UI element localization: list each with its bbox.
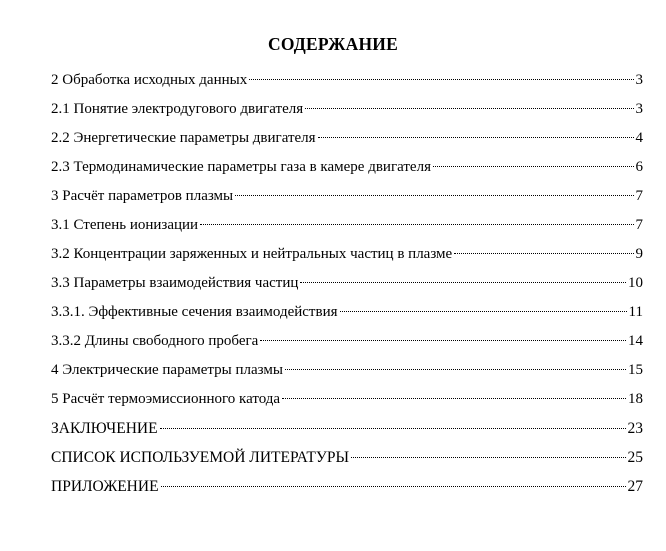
toc-entry-text: 2.3 Термодинамические параметры газа в камере двигателя: [51, 159, 431, 175]
toc-leader: [340, 311, 627, 312]
toc-leader: [235, 195, 633, 196]
toc-leader: [260, 340, 626, 341]
toc-entry-page: 27: [627, 478, 643, 495]
toc-leader: [285, 369, 626, 370]
toc-entry-text: 2 Обработка исходных данных: [51, 72, 248, 88]
toc-entry-text: ЗАКЛЮЧЕНИЕ: [51, 420, 158, 437]
toc-entry-page: 15: [628, 362, 643, 378]
toc-entry-text: 4 Электрические параметры плазмы: [51, 362, 283, 378]
toc-entry-text: 3.2 Концентрации заряженных и нейтральных частиц в плазме: [51, 246, 453, 262]
toc-entry: [51, 211, 643, 240]
toc-entry-page: 18: [628, 391, 643, 407]
toc-entry-page: 11: [628, 304, 643, 320]
toc-leader: [249, 79, 633, 80]
toc-entry: [51, 385, 643, 414]
toc-leader: [351, 457, 626, 458]
toc-entry-page: 7: [635, 188, 643, 204]
toc-leader: [454, 253, 633, 254]
toc-leader: [300, 282, 626, 283]
toc-entry: [51, 356, 643, 385]
toc-entry-page: 23: [627, 420, 643, 437]
toc-entry-page: 4: [635, 130, 643, 146]
toc-entry: [51, 66, 643, 95]
toc-entry-page: 7: [635, 217, 643, 233]
toc-entry: [51, 182, 643, 211]
toc-entry-page: 3: [635, 72, 643, 88]
toc-entry-text: 3.3.1. Эффективные сечения взаимодействия: [51, 304, 338, 320]
toc-entry: [51, 153, 643, 182]
toc-leader: [161, 486, 626, 487]
toc-entry-page: 25: [627, 449, 643, 466]
toc-title: СОДЕРЖАНИЕ: [267, 34, 398, 54]
toc-leader: [305, 108, 633, 109]
toc-entry: [51, 298, 643, 327]
toc-entry-text: 5 Расчёт термоэмиссионного катода: [51, 391, 281, 407]
toc-entry-text: 3 Расчёт параметров плазмы: [51, 188, 234, 204]
toc-entry-text: 3.3 Параметры взаимодействия частиц: [51, 275, 299, 291]
toc-entry-page: 10: [628, 275, 643, 291]
toc-entry: [51, 269, 643, 298]
toc-entry-text: 2.2 Энергетические параметры двигателя: [51, 130, 316, 146]
toc-leader: [200, 224, 633, 225]
toc-leader: [433, 166, 634, 167]
toc-entry-text: СПИСОК ИСПОЛЬЗУЕМОЙ ЛИТЕРАТУРЫ: [51, 449, 349, 466]
toc-leader: [318, 137, 634, 138]
toc-entry-text: 3.3.2 Длины свободного пробега: [51, 333, 259, 349]
toc-leader: [160, 428, 626, 429]
toc-entry: [51, 443, 643, 472]
toc-entry: [51, 327, 643, 356]
toc-entry-page: 3: [635, 101, 643, 117]
toc-entry-page: 9: [635, 246, 643, 262]
toc-leader: [282, 398, 626, 399]
toc-entry-text: ПРИЛОЖЕНИЕ: [51, 478, 159, 495]
toc-entry: [51, 124, 643, 153]
toc-list: [51, 66, 643, 501]
toc-entry: [51, 240, 643, 269]
toc-entry-page: 14: [628, 333, 643, 349]
toc-entry: [51, 95, 643, 124]
toc-entry: [51, 472, 643, 501]
toc-entry-page: 6: [635, 159, 643, 175]
toc-entry: [51, 414, 643, 443]
toc-entry-text: 3.1 Степень ионизации: [51, 217, 199, 233]
toc-entry-text: 2.1 Понятие электродугового двигателя: [51, 101, 304, 117]
